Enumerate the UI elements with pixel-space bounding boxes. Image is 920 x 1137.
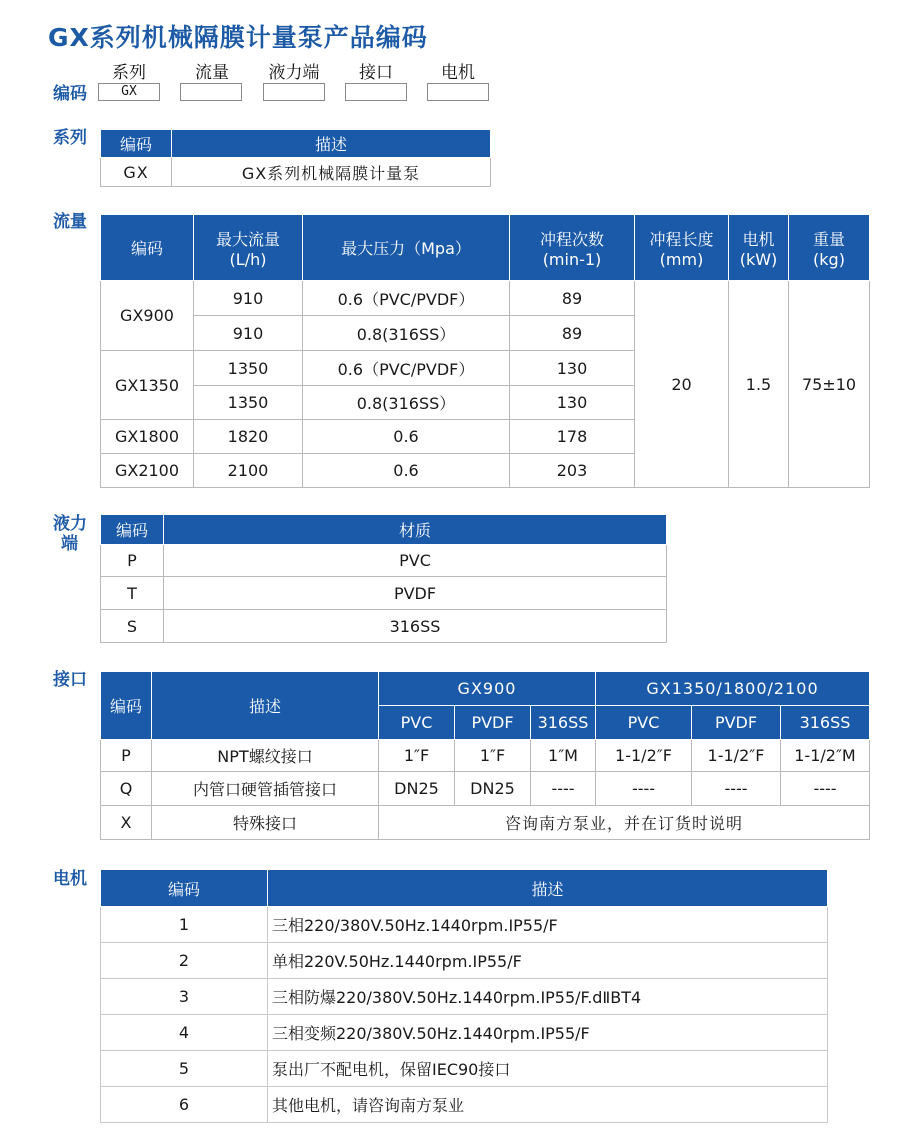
liquid-end-code: S bbox=[101, 610, 164, 643]
connection-cell: ---- bbox=[781, 772, 870, 806]
table-row bbox=[101, 740, 870, 772]
code-head-series: 系列 bbox=[112, 63, 146, 83]
motor-desc: 其他电机，请咨询南方泵业 bbox=[268, 1087, 828, 1123]
flow-cell: 1350 bbox=[194, 386, 303, 420]
flow-cell: 89 bbox=[510, 281, 635, 316]
flow-cell: 910 bbox=[194, 281, 303, 316]
motor-code: 5 bbox=[101, 1051, 268, 1087]
connection-subheader: PVC bbox=[379, 706, 455, 740]
connection-cell: 1-1/2″M bbox=[781, 740, 870, 772]
connection-cell: 1-1/2″F bbox=[692, 740, 781, 772]
flow-header-weight: 重量 (kg) bbox=[789, 215, 870, 281]
flow-cell: 89 bbox=[510, 316, 635, 351]
code-row-label: 编码 bbox=[53, 84, 87, 104]
connection-desc: 特殊接口 bbox=[152, 806, 379, 840]
connection-table bbox=[100, 671, 870, 840]
flow-cell: 0.8(316SS） bbox=[303, 316, 510, 351]
series-header-desc: 描述 bbox=[172, 130, 491, 158]
flow-header-code: 编码 bbox=[101, 215, 194, 281]
connection-cell: 1″F bbox=[379, 740, 455, 772]
flow-header-strokes: 冲程次数 (min-1) bbox=[510, 215, 635, 281]
liquid-end-label-line1: 液力 bbox=[53, 514, 87, 534]
flow-header-max-flow: 最大流量 (L/h) bbox=[194, 215, 303, 281]
liquid-end-material: PVDF bbox=[164, 577, 667, 610]
flow-weight: 75±10 bbox=[789, 281, 870, 488]
connection-cell: ---- bbox=[692, 772, 781, 806]
connection-cell: ---- bbox=[531, 772, 596, 806]
motor-label: 电机 bbox=[53, 869, 87, 889]
motor-desc: 三相防爆220/380V.50Hz.1440rpm.IP55/F.dⅡBT4 bbox=[268, 979, 828, 1015]
series-label: 系列 bbox=[53, 128, 87, 148]
connection-header-gx900: GX900 bbox=[379, 672, 596, 706]
flow-cell: 178 bbox=[510, 420, 635, 454]
flow-cell: 203 bbox=[510, 454, 635, 488]
connection-subheader: PVC bbox=[596, 706, 692, 740]
code-box-series: GX bbox=[98, 83, 160, 101]
connection-code: X bbox=[101, 806, 152, 840]
table-row bbox=[101, 907, 828, 943]
motor-desc: 三相变频220/380V.50Hz.1440rpm.IP55/F bbox=[268, 1015, 828, 1051]
connection-subheader: 316SS bbox=[531, 706, 596, 740]
table-row bbox=[101, 545, 667, 577]
series-desc: GX系列机械隔膜计量泵 bbox=[172, 158, 491, 187]
connection-cell: 1-1/2″F bbox=[596, 740, 692, 772]
connection-cell: ---- bbox=[596, 772, 692, 806]
motor-table bbox=[100, 869, 828, 1123]
flow-header-stroke-length: 冲程长度 (mm) bbox=[635, 215, 729, 281]
flow-code-gx2100: GX2100 bbox=[101, 454, 194, 488]
connection-cell: DN25 bbox=[455, 772, 531, 806]
liquid-end-code: P bbox=[101, 545, 164, 577]
series-code: GX bbox=[101, 158, 172, 187]
flow-motor: 1.5 bbox=[729, 281, 789, 488]
flow-code-gx900: GX900 bbox=[101, 281, 194, 351]
motor-desc: 三相220/380V.50Hz.1440rpm.IP55/F bbox=[268, 907, 828, 943]
motor-desc: 泵出厂不配电机，保留IEC90接口 bbox=[268, 1051, 828, 1087]
flow-code-gx1350: GX1350 bbox=[101, 351, 194, 420]
flow-cell: 130 bbox=[510, 386, 635, 420]
table-row bbox=[101, 610, 667, 643]
flow-table bbox=[100, 214, 870, 488]
flow-cell: 0.6（PVC/PVDF） bbox=[303, 351, 510, 386]
code-box-liquid-end bbox=[263, 83, 325, 101]
connection-cell: 1″M bbox=[531, 740, 596, 772]
liquid-end-table bbox=[100, 514, 667, 643]
motor-code: 4 bbox=[101, 1015, 268, 1051]
liquid-end-label bbox=[53, 514, 87, 554]
flow-cell: 2100 bbox=[194, 454, 303, 488]
connection-header-desc: 描述 bbox=[152, 672, 379, 740]
flow-cell: 0.6（PVC/PVDF） bbox=[303, 281, 510, 316]
motor-code: 2 bbox=[101, 943, 268, 979]
connection-code: P bbox=[101, 740, 152, 772]
liquid-end-material: PVC bbox=[164, 545, 667, 577]
liquid-end-header-code: 编码 bbox=[101, 515, 164, 545]
connection-cell: DN25 bbox=[379, 772, 455, 806]
flow-code-gx1800: GX1800 bbox=[101, 420, 194, 454]
code-head-motor: 电机 bbox=[441, 63, 475, 83]
connection-subheader: PVDF bbox=[455, 706, 531, 740]
table-row bbox=[101, 1015, 828, 1051]
flow-cell: 1350 bbox=[194, 351, 303, 386]
connection-subheader: 316SS bbox=[781, 706, 870, 740]
table-row bbox=[101, 979, 828, 1015]
table-row bbox=[101, 943, 828, 979]
code-head-flow: 流量 bbox=[195, 63, 229, 83]
motor-code: 3 bbox=[101, 979, 268, 1015]
motor-code: 1 bbox=[101, 907, 268, 943]
flow-cell: 0.6 bbox=[303, 454, 510, 488]
code-box-motor bbox=[427, 83, 489, 101]
flow-header-max-pressure: 最大压力（Mpa） bbox=[303, 215, 510, 281]
connection-special-note: 咨询南方泵业，并在订货时说明 bbox=[379, 806, 870, 840]
liquid-end-material: 316SS bbox=[164, 610, 667, 643]
table-row bbox=[101, 158, 491, 187]
code-box-flow bbox=[180, 83, 242, 101]
connection-label: 接口 bbox=[53, 670, 87, 690]
flow-cell: 0.6 bbox=[303, 420, 510, 454]
series-table bbox=[100, 129, 491, 187]
connection-header-code: 编码 bbox=[101, 672, 152, 740]
flow-label: 流量 bbox=[53, 212, 87, 232]
table-row bbox=[101, 577, 667, 610]
motor-header-code: 编码 bbox=[101, 870, 268, 907]
flow-header-motor: 电机 (kW) bbox=[729, 215, 789, 281]
connection-code: Q bbox=[101, 772, 152, 806]
connection-subheader: PVDF bbox=[692, 706, 781, 740]
connection-desc: 内管口硬管插管接口 bbox=[152, 772, 379, 806]
flow-cell: 910 bbox=[194, 316, 303, 351]
table-row bbox=[101, 806, 870, 840]
motor-header-desc: 描述 bbox=[268, 870, 828, 907]
page-title: GX系列机械隔膜计量泵产品编码 bbox=[48, 23, 428, 52]
table-row bbox=[101, 772, 870, 806]
flow-cell: 130 bbox=[510, 351, 635, 386]
table-row bbox=[101, 1051, 828, 1087]
flow-cell: 1820 bbox=[194, 420, 303, 454]
connection-cell: 1″F bbox=[455, 740, 531, 772]
connection-header-gx1350: GX1350/1800/2100 bbox=[596, 672, 870, 706]
series-header-code: 编码 bbox=[101, 130, 172, 158]
table-row bbox=[101, 1087, 828, 1123]
code-head-liquid-end: 液力端 bbox=[268, 63, 320, 83]
code-head-connection: 接口 bbox=[359, 63, 393, 83]
liquid-end-label-line2: 端 bbox=[61, 534, 78, 554]
code-box-connection bbox=[345, 83, 407, 101]
liquid-end-code: T bbox=[101, 577, 164, 610]
motor-desc: 单相220V.50Hz.1440rpm.IP55/F bbox=[268, 943, 828, 979]
connection-desc: NPT螺纹接口 bbox=[152, 740, 379, 772]
flow-cell: 0.8(316SS） bbox=[303, 386, 510, 420]
motor-code: 6 bbox=[101, 1087, 268, 1123]
flow-stroke-length: 20 bbox=[635, 281, 729, 488]
liquid-end-header-material: 材质 bbox=[164, 515, 667, 545]
table-row bbox=[101, 281, 870, 316]
